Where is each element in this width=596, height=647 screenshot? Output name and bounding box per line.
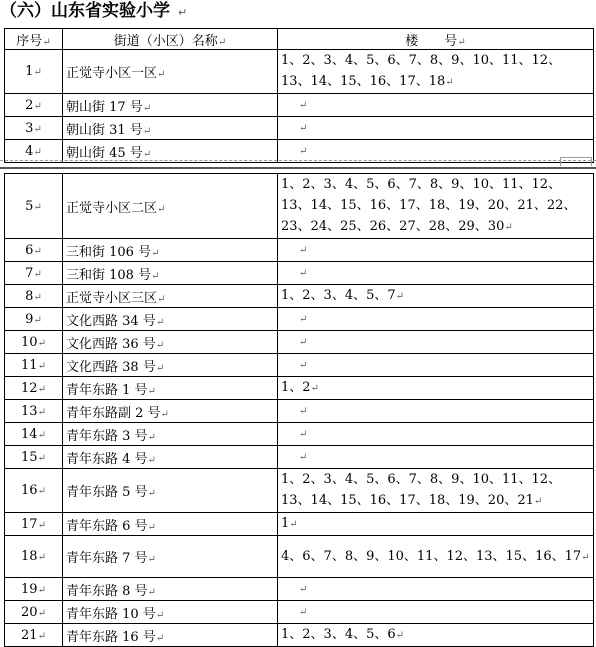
cell-building: ↵ (278, 94, 594, 117)
table-row (5, 601, 594, 624)
table-row (5, 624, 594, 647)
cell-building: ↵ (278, 446, 594, 469)
table-row (5, 578, 594, 601)
table-row (5, 513, 594, 536)
table-row (5, 94, 594, 117)
cell-street: 文化西路 36 号↵ (63, 331, 278, 354)
table-row (5, 423, 594, 446)
cell-building: 4、6、7、8、9、10、11、12、13、15、16、17↵ (278, 536, 594, 578)
cell-building: 1、2、3、4、5、6、7、8、9、10、11、12、13、14、15、16、17、18↵ (278, 50, 594, 94)
cell-street: 朝山街 31 号↵ (63, 117, 278, 140)
cell-street: 青年东路 6 号↵ (63, 513, 278, 536)
page-title (0, 0, 187, 22)
table-row (5, 331, 594, 354)
paragraph-mark-icon: ↵ (178, 6, 188, 19)
header-no: 序号↵ (5, 29, 63, 50)
cell-no: 20↵ (5, 601, 63, 624)
cell-no: 7↵ (5, 262, 63, 285)
cell-street: 正觉寺小区二区↵ (63, 174, 278, 239)
cell-no: 4↵ (5, 140, 63, 163)
table-row (5, 446, 594, 469)
table-row (5, 400, 594, 423)
cell-no: 16↵ (5, 469, 63, 513)
cell-building: ↵ (278, 578, 594, 601)
cell-no: 3↵ (5, 117, 63, 140)
table-row (5, 50, 594, 94)
cell-street: 文化西路 38 号↵ (63, 354, 278, 377)
cell-building: ↵ (278, 601, 594, 624)
cell-no: 8↵ (5, 285, 63, 308)
table-row (5, 262, 594, 285)
cell-building: 1、2、3、4、5、6、7、8、9、10、11、12、13、14、15、16、17、18、19、20、21↵ (278, 469, 594, 513)
table-row (5, 239, 594, 262)
cell-building: 1、2、3、4、5、6、7、8、9、10、11、12、13、14、15、16、17、18、19、20、21、22、23、24、25、26、27、28、29、30↵ (278, 174, 594, 239)
cell-street: 正觉寺小区一区↵ (63, 50, 278, 94)
cell-street: 青年东路 7 号↵ (63, 536, 278, 578)
cell-no: 11↵ (5, 354, 63, 377)
table-header-row (5, 29, 594, 50)
page-break-marker (560, 157, 592, 166)
table-row (5, 377, 594, 400)
cell-no: 1↵ (5, 50, 63, 94)
cell-building: 1↵ (278, 513, 594, 536)
cell-no: 19↵ (5, 578, 63, 601)
cell-no: 6↵ (5, 239, 63, 262)
page-break-line (0, 167, 596, 169)
cell-building: 1、2、3、4、5、7↵ (278, 285, 594, 308)
table-row (5, 536, 594, 578)
cell-no: 13↵ (5, 400, 63, 423)
cell-no: 2↵ (5, 94, 63, 117)
cell-street: 正觉寺小区三区↵ (63, 285, 278, 308)
table-row (5, 469, 594, 513)
cell-building: ↵ (278, 423, 594, 446)
cell-street: 文化西路 34 号↵ (63, 308, 278, 331)
table-row (5, 174, 594, 239)
cell-building: ↵ (278, 400, 594, 423)
cell-building: ↵ (278, 262, 594, 285)
cell-no: 10↵ (5, 331, 63, 354)
cell-street: 青年东路 8 号↵ (63, 578, 278, 601)
table-row (5, 285, 594, 308)
table-row (5, 354, 594, 377)
cell-street: 青年东路 10 号↵ (63, 601, 278, 624)
heading-text: （六）山东省实验小学 (0, 1, 170, 21)
cell-no: 12↵ (5, 377, 63, 400)
table-row (5, 117, 594, 140)
cell-building: ↵ (278, 308, 594, 331)
cell-building: ↵ (278, 331, 594, 354)
header-street: 街道（小区）名称↵ (63, 29, 278, 50)
cell-no: 18↵ (5, 536, 63, 578)
cell-street: 三和街 108 号↵ (63, 262, 278, 285)
cell-street: 三和街 106 号↵ (63, 239, 278, 262)
header-building: 楼 号↵ (278, 29, 594, 50)
cell-street: 青年东路副 2 号↵ (63, 400, 278, 423)
cell-no: 17↵ (5, 513, 63, 536)
table-row (5, 308, 594, 331)
cell-building: 1、2↵ (278, 377, 594, 400)
cell-no: 15↵ (5, 446, 63, 469)
cell-building: 1、2、3、4、5、6↵ (278, 624, 594, 647)
cell-street: 青年东路 16 号↵ (63, 624, 278, 647)
cell-street: 青年东路 1 号↵ (63, 377, 278, 400)
cell-building: ↵ (278, 117, 594, 140)
cell-street: 青年东路 3 号↵ (63, 423, 278, 446)
cell-street: 青年东路 4 号↵ (63, 446, 278, 469)
page-break-dashed (0, 160, 596, 161)
cell-building: ↵ (278, 140, 594, 163)
cell-building: ↵ (278, 239, 594, 262)
cell-no: 14↵ (5, 423, 63, 446)
cell-street: 朝山街 45 号↵ (63, 140, 278, 163)
address-table-part-2 (4, 173, 594, 647)
cell-street: 青年东路 5 号↵ (63, 469, 278, 513)
cell-building: ↵ (278, 354, 594, 377)
cell-no: 21↵ (5, 624, 63, 647)
cell-no: 5↵ (5, 174, 63, 239)
cell-no: 9↵ (5, 308, 63, 331)
address-table-part-1 (4, 28, 594, 163)
cell-street: 朝山街 17 号↵ (63, 94, 278, 117)
